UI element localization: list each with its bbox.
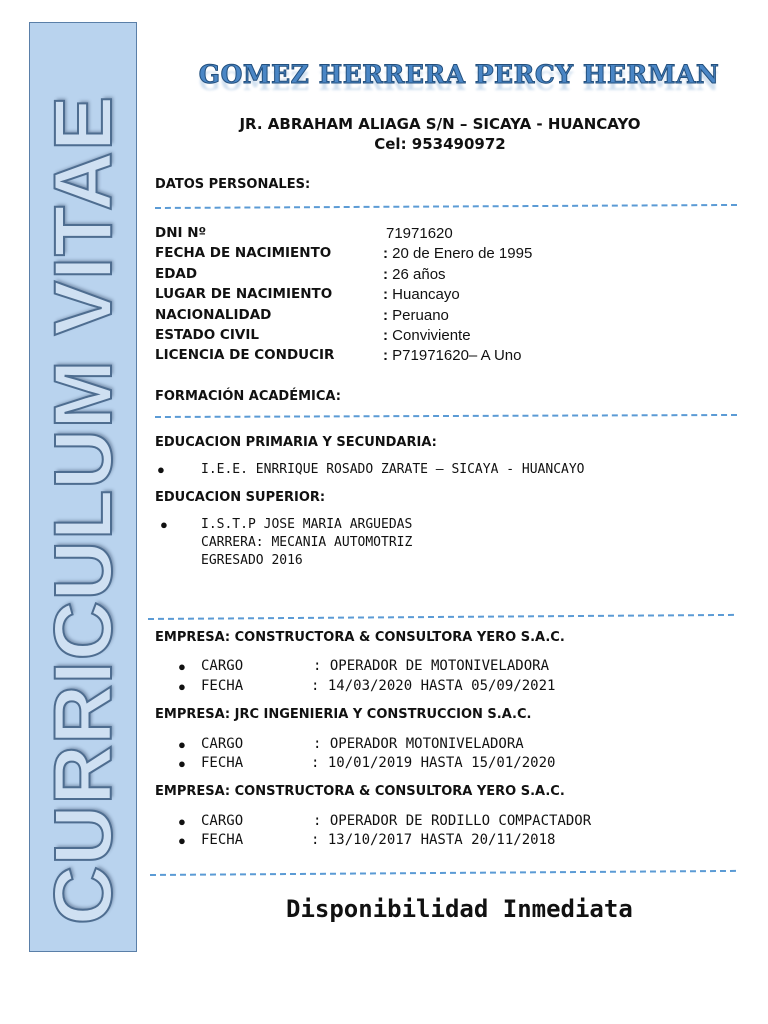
superior-education-title: EDUCACION SUPERIOR: (155, 490, 326, 505)
primary-education-title: EDUCACION PRIMARIA Y SECUNDARIA: (155, 435, 437, 450)
education-section-title: FORMACIÓN ACADÉMICA: (155, 389, 341, 404)
personal-label: EDAD (155, 266, 198, 282)
fecha-label: FECHA (201, 755, 244, 771)
bullet-icon: ● (178, 659, 186, 674)
divider (155, 414, 737, 418)
personal-value: : Huancayo (383, 286, 460, 303)
primary-school: I.E.E. ENRRIQUE ROSADO ZARATE – SICAYA - HUANCAYO (201, 462, 585, 477)
cargo-label: CARGO (201, 813, 244, 829)
superior-graduated: EGRESADO 2016 (201, 553, 303, 568)
cargo-label: CARGO (201, 658, 244, 674)
candidate-name: GOMEZ HERRERA PERCY HERMAN (198, 60, 720, 89)
bullet-icon: ● (157, 462, 165, 477)
divider (155, 204, 737, 209)
personal-label: ESTADO CIVIL (155, 327, 259, 343)
personal-label: NACIONALIDAD (155, 307, 272, 323)
bullet-icon: ● (178, 737, 186, 752)
address: JR. ABRAHAM ALIAGA S/N – SICAYA - HUANCAYO (239, 115, 641, 133)
personal-label: DNI Nº (155, 225, 207, 241)
company-name: EMPRESA: CONSTRUCTORA & CONSULTORA YERO S.A.C. (155, 630, 565, 645)
divider (148, 614, 734, 620)
personal-value: : P71971620– A Uno (383, 347, 522, 364)
fecha-value: : 10/01/2019 HASTA 15/01/2020 (311, 755, 556, 771)
company-name: EMPRESA: JRC INGENIERIA Y CONSTRUCCION S.A.C. (155, 707, 532, 722)
personal-value: : 20 de Enero de 1995 (383, 245, 533, 262)
personal-value: 71971620 (386, 225, 453, 242)
superior-institute: I.S.T.P JOSE MARIA ARGUEDAS (201, 517, 413, 532)
personal-section-title: DATOS PERSONALES: (155, 177, 311, 192)
fecha-label: FECHA (201, 832, 244, 848)
bullet-icon: ● (160, 517, 168, 532)
bullet-icon: ● (178, 679, 186, 694)
superior-career: CARRERA: MECANIA AUTOMOTRIZ (201, 535, 413, 550)
availability-note: Disponibilidad Inmediata (286, 895, 633, 923)
divider (150, 870, 736, 876)
cargo-value: : OPERADOR MOTONIVELADORA (313, 736, 524, 752)
sidebar-banner (29, 22, 137, 952)
personal-label: LICENCIA DE CONDUCIR (155, 347, 335, 363)
fecha-value: : 13/10/2017 HASTA 20/11/2018 (311, 832, 556, 848)
personal-label: LUGAR DE NACIMIENTO (155, 286, 333, 302)
cargo-value: : OPERADOR DE RODILLO COMPACTADOR (313, 813, 592, 829)
personal-value: : Conviviente (383, 327, 471, 344)
bullet-icon: ● (178, 814, 186, 829)
cargo-label: CARGO (201, 736, 244, 752)
bullet-icon: ● (178, 833, 186, 848)
company-name: EMPRESA: CONSTRUCTORA & CONSULTORA YERO S.A.C. (155, 784, 565, 799)
cargo-value: : OPERADOR DE MOTONIVELADORA (313, 658, 550, 674)
phone: Cel: 953490972 (374, 135, 506, 153)
fecha-value: : 14/03/2020 HASTA 05/09/2021 (311, 678, 556, 694)
personal-value: : Peruano (383, 307, 449, 324)
fecha-label: FECHA (201, 678, 244, 694)
bullet-icon: ● (178, 756, 186, 771)
personal-label: FECHA DE NACIMIENTO (155, 245, 332, 261)
personal-value: : 26 años (383, 266, 446, 283)
sidebar-title: CURRICULUM VITAE (38, 95, 129, 925)
